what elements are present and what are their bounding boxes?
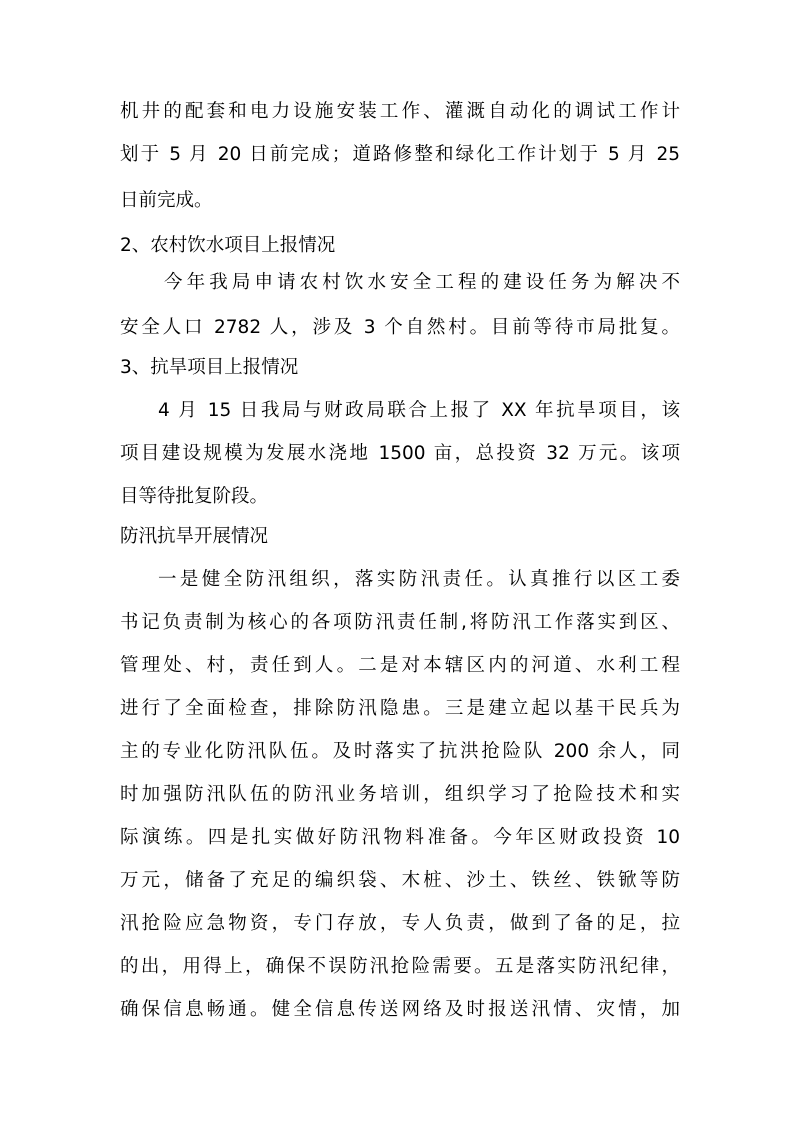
text-line: 机井的配套和电力设施安装工作、灌溉自动化的调试工作计 [120, 101, 680, 122]
text-line: 书记负责制为核心的各项防汛责任制,将防汛工作落实到区、 [120, 612, 680, 633]
text-line: 今年我局申请农村饮水安全工程的建设任务为解决不 [164, 272, 680, 293]
text-line: 确保信息畅通。健全信息传送网络及时报送汛情、灾情，加 [120, 999, 680, 1020]
section-heading: 3、抗旱项目上报情况 [120, 357, 299, 378]
text-line: 项目建设规模为发展水浇地 1500 亩，总投资 32 万元。该项 [120, 443, 680, 464]
text-line: 的出，用得上，确保不误防汛抢险需要。五是落实防汛纪律， [120, 956, 680, 977]
text-line: 管理处、村，责任到人。二是对本辖区内的河道、水利工程 [120, 655, 680, 676]
text-line: 划于 5 月 20 日前完成；道路修整和绿化工作计划于 5 月 25 [120, 144, 680, 165]
text-line: 主的专业化防汛队伍。及时落实了抗洪抢险队 200 余人，同 [120, 741, 680, 762]
text-line: 日前完成。 [120, 190, 213, 211]
text-line: 万元，储备了充足的编织袋、木桩、沙土、铁丝、铁锨等防 [120, 870, 680, 891]
section-heading: 防汛抗旱开展情况 [120, 526, 269, 547]
text-line: 目等待批复阶段。 [120, 486, 269, 507]
text-line: 4 月 15 日我局与财政局联合上报了 XX 年抗旱项目，该 [158, 400, 680, 421]
text-line: 进行了全面检查，排除防汛隐患。三是建立起以基干民兵为 [120, 698, 680, 719]
text-line: 一是健全防汛组织，落实防汛责任。认真推行以区工委 [158, 569, 680, 590]
text-line: 安全人口 2782 人，涉及 3 个自然村。目前等待市局批复。 [120, 317, 680, 338]
section-heading: 2、农村饮水项目上报情况 [120, 235, 336, 256]
text-line: 时加强防汛队伍的防汛业务培训，组织学习了抢险技术和实 [120, 784, 680, 805]
text-line: 汛抢险应急物资，专门存放，专人负责，做到了备的足，拉 [120, 913, 680, 934]
text-line: 际演练。四是扎实做好防汛物料准备。今年区财政投资 10 [120, 827, 680, 848]
